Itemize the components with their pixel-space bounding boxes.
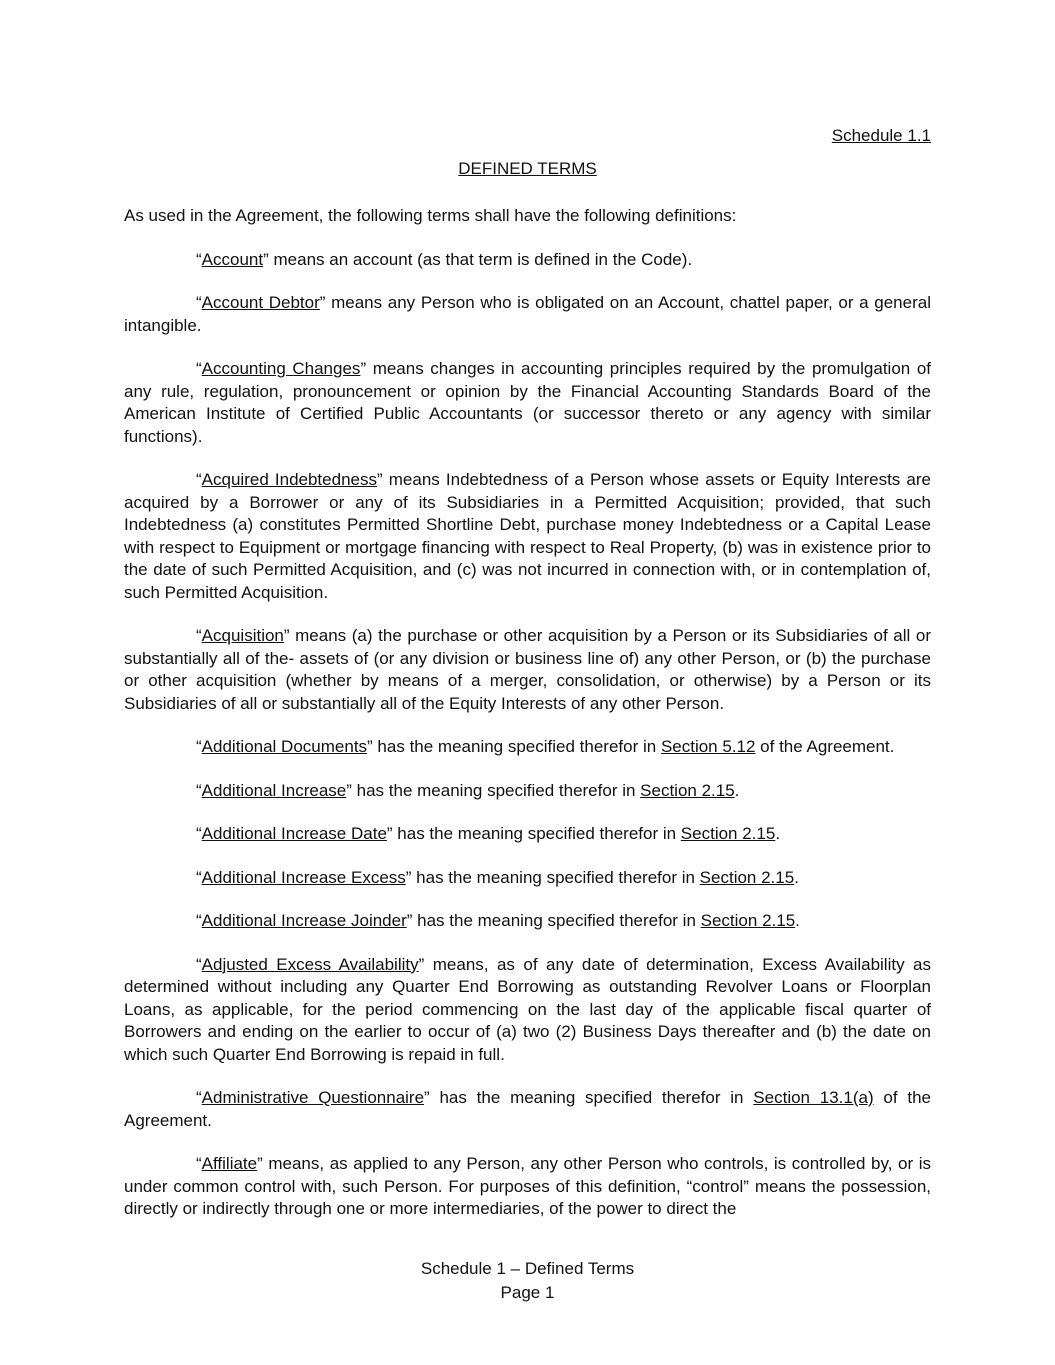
defined-term: Adjusted Excess Availability bbox=[201, 954, 419, 974]
defined-term: Additional Increase Date bbox=[201, 824, 387, 843]
definition-account: “Account” means an account (as that term is defined in the Code). bbox=[196, 249, 693, 269]
defined-term: Affiliate bbox=[201, 1154, 258, 1173]
definition-additional-increase-excess: “Additional Increase Excess” has the meaning specified therefor in Section 2.15. bbox=[196, 867, 799, 887]
defined-term: Additional Documents bbox=[201, 737, 368, 756]
defined-term: Acquired Indebtedness bbox=[201, 470, 377, 489]
section-reference: Section 5.12 bbox=[660, 737, 756, 756]
footer-title: Schedule 1 – Defined Terms bbox=[420, 1259, 635, 1278]
schedule-label: Schedule 1.1 bbox=[831, 126, 931, 145]
section-reference: Section 2.15 bbox=[680, 824, 776, 843]
defined-term: Account Debtor bbox=[201, 293, 320, 312]
definition-additional-increase-joinder: “Additional Increase Joinder” has the meaning specified therefor in Section 2.15. bbox=[196, 911, 800, 930]
intro-paragraph: As used in the Agreement, the following terms shall have the following definitions: bbox=[124, 206, 737, 225]
defined-term: Acquisition bbox=[201, 626, 284, 645]
definition-additional-increase: “Additional Increase” has the meaning specified therefor in Section 2.15. bbox=[196, 780, 740, 800]
defined-term: Administrative Questionnaire bbox=[201, 1088, 425, 1107]
definition-affiliate: “Affiliate” means, as applied to any Person, any other Person who controls, is controlled by, or is under common control with, such Person. For purposes of this definition, “control” means the possession, directly or indirectly through one or more intermediaries, of the power to direct the bbox=[124, 1154, 931, 1218]
definition-accounting-changes: “Accounting Changes” means changes in accounting principles required by the promulgation of any rule, regulation, pronouncement or opinion by the Financial Accounting Standards Board of the American Institute of Certified Public Accountants (or successor thereto or any agency with similar functions). bbox=[124, 359, 931, 446]
page-title: DEFINED TERMS bbox=[458, 159, 597, 178]
definition-acquisition: “Acquisition” means (a) the purchase or other acquisition by a Person or its Subsidiaries of all or substantially all of the- assets of (or any division or business line of) any other Person, or (b) the purchase or other acquisition (whether by means of a merger, consolidation, or otherwise) by a Person or its Subsidiaries of all or substantially all of the Equity Interests of any other Person. bbox=[124, 626, 931, 713]
page-number: Page 1 bbox=[500, 1283, 555, 1302]
defined-term: Additional Increase bbox=[201, 780, 347, 800]
section-reference: Section 2.15 bbox=[699, 867, 795, 887]
defined-term: Additional Increase Excess bbox=[201, 867, 406, 887]
page-body bbox=[124, 122, 931, 1221]
defined-term: Additional Increase Joinder bbox=[201, 911, 407, 930]
definition-adjusted-excess-availability: “Adjusted Excess Availability” means, as of any date of determination, Excess Availability as determined without including any Quarter End Borrowing as outstanding Revolver Loans or Floorplan Loans, as applicable, for the period commencing on the last day of the applicable fiscal quarter of Borrowers and ending on the earlier to occur of (a) two (2) Business Days thereafter and (b) the date on which such Quarter End Borrowing is repaid in full. bbox=[124, 954, 931, 1064]
definition-account-debtor: “Account Debtor” means any Person who is obligated on an Account, chattel paper, or a general intangible. bbox=[124, 293, 931, 335]
defined-term: Account bbox=[201, 249, 264, 269]
section-reference: Section 13.1(a) bbox=[753, 1088, 874, 1107]
definition-administrative-questionnaire: “Administrative Questionnaire” has the meaning specified therefor in Section 13.1(a) of the Agreement. bbox=[124, 1088, 931, 1130]
definition-additional-documents: “Additional Documents” has the meaning specified therefor in Section 5.12 of the Agreement. bbox=[196, 737, 895, 756]
definition-additional-increase-date: “Additional Increase Date” has the meaning specified therefor in Section 2.15. bbox=[196, 824, 781, 843]
section-reference: Section 2.15 bbox=[640, 780, 735, 800]
definition-acquired-indebtedness: “Acquired Indebtedness” means Indebtedness of a Person whose assets or Equity Interests are acquired by a Borrower or any of its Subsidiaries in a Permitted Acquisition; provided, that such Indebtedness (a) constitutes Permitted Shortline Debt, purchase money Indebtedness or a Capital Lease with respect to Equipment or mortgage financing with respect to Real Property, (b) was in existence prior to the date of such Permitted Acquisition, and (c) was not incurred in connection with, or in contemplation of, such Permitted Acquisition. bbox=[124, 470, 932, 602]
defined-term: Accounting Changes bbox=[201, 359, 361, 378]
page-footer bbox=[0, 1257, 1055, 1305]
section-reference: Section 2.15 bbox=[700, 911, 796, 930]
